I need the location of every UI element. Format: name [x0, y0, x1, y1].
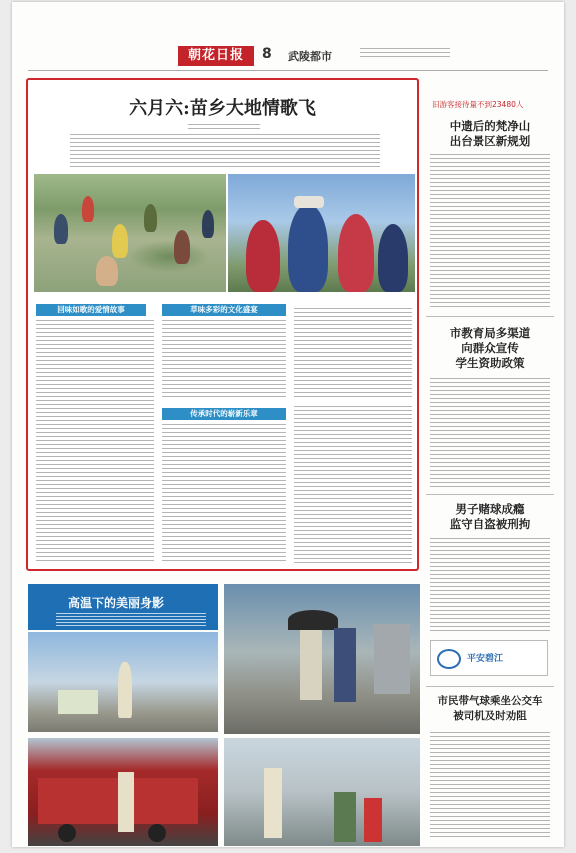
story1-headline-line2: 出台景区新规划: [449, 134, 531, 148]
newspaper-page: [12, 2, 564, 847]
column-text-1: [36, 320, 154, 564]
story-divider: [426, 686, 554, 687]
story3-headline-line2: 监守自盗被刑拘: [449, 517, 531, 531]
story4-headline-line1: 市民带气球乘坐公交车: [437, 695, 543, 707]
masthead-rule: [28, 70, 548, 71]
story4-headline[interactable]: [426, 694, 554, 724]
pingan-bijiang-box: [430, 640, 548, 676]
police-badge-icon: [437, 649, 461, 669]
subhead-cultural-feast: 草味多彩的文化盛宴: [162, 304, 286, 316]
byline: [188, 124, 260, 129]
pingan-label: 平安碧江: [467, 654, 504, 664]
story2-text: [430, 378, 550, 488]
photo-street-scene: [224, 738, 420, 846]
story2-headline-line3: 学生资助政策: [455, 356, 525, 370]
story-divider: [426, 494, 554, 495]
story3-headline[interactable]: [426, 502, 554, 532]
story2-headline-line1: 市教育局多渠道: [449, 326, 531, 340]
column-text-2: [162, 320, 286, 400]
feature-title: 六月六:苗乡大地情歌飞: [129, 98, 316, 119]
story1-headline-line1: 中遗后的梵净山: [449, 119, 531, 133]
photo-feature-title: 高温下的美丽身影: [68, 596, 165, 610]
subhead-new-chapter: 传承时代的崭新乐章: [162, 408, 286, 420]
column-text-5: [294, 406, 412, 564]
dateline: [360, 48, 450, 58]
story3-text: [430, 538, 550, 634]
feature-article[interactable]: [26, 78, 419, 571]
page-number: 8: [262, 46, 272, 62]
column-text-3: [294, 308, 412, 400]
subhead-love-story: 回味如歌的爱情故事: [36, 304, 146, 316]
story1-text: [430, 154, 550, 310]
story1-headline[interactable]: [426, 119, 554, 149]
photo-miao-girls: [228, 174, 415, 292]
photo-police-umbrella: [224, 584, 420, 734]
story2-headline-line2: 向群众宣传: [461, 341, 519, 355]
story3-headline-line1: 男子赌球成瘾: [455, 502, 525, 516]
photo-feature-caption: [56, 613, 206, 627]
story-divider: [426, 316, 554, 317]
newspaper-logo: 朝花日报: [178, 46, 254, 66]
story1-kicker: 旧游客接待量不到23480人: [432, 100, 524, 109]
story4-headline-line2: 被司机及时劝阻: [453, 710, 527, 722]
section-name: 武陵都市: [288, 50, 332, 63]
photo-traffic-police: [28, 632, 218, 732]
column-text-4: [162, 424, 286, 564]
story2-headline[interactable]: [426, 326, 554, 371]
story4-text: [430, 732, 550, 840]
photo-fish-catching: [34, 174, 226, 292]
masthead: [28, 40, 548, 70]
feature-lead: [70, 134, 380, 168]
photo-red-truck: [28, 738, 218, 846]
